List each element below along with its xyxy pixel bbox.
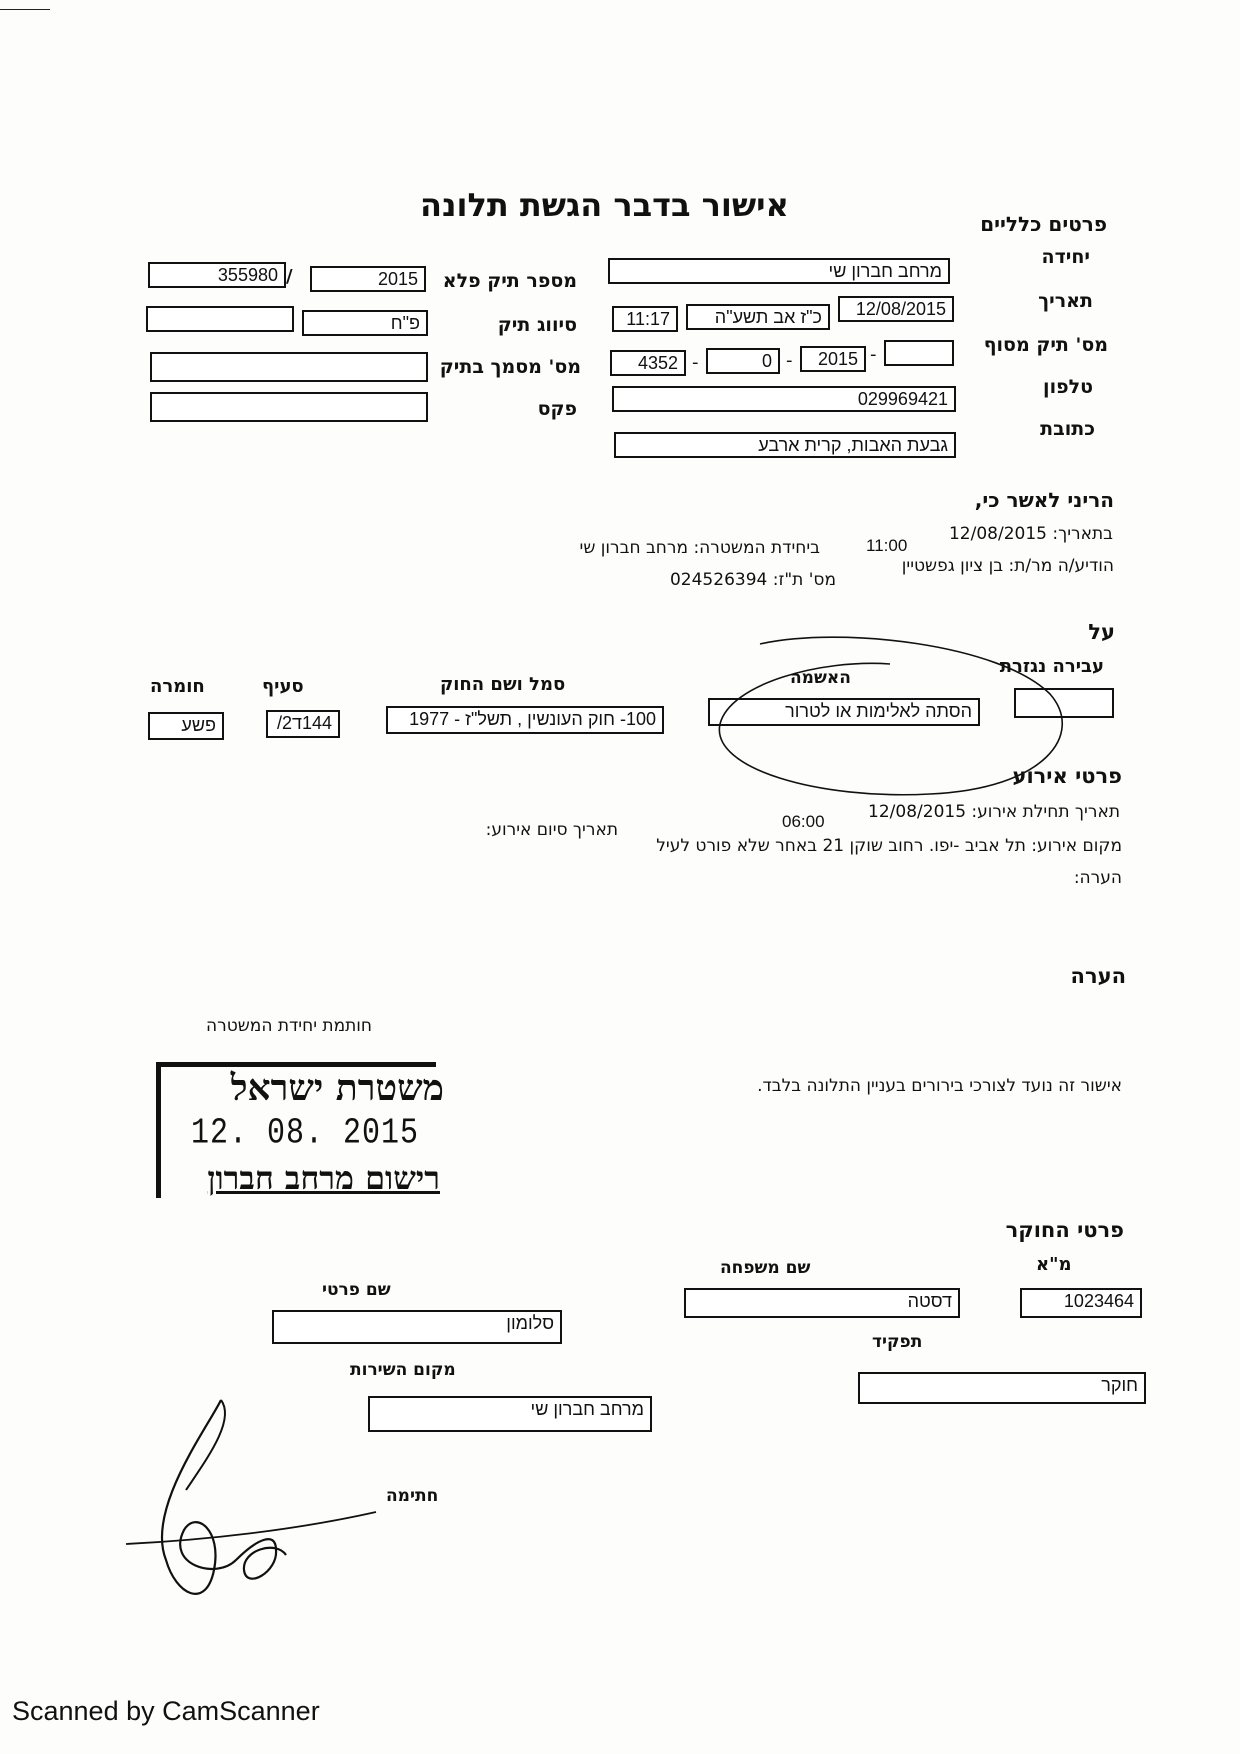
extra-file-year-field[interactable]: 2015 bbox=[800, 346, 866, 372]
unit-label: יחידה bbox=[1041, 246, 1090, 268]
station-field[interactable]: מרחב חברון שי bbox=[368, 1396, 652, 1432]
date-greg-field[interactable]: 12/08/2015 bbox=[838, 296, 954, 322]
doc-label: מס' מסמך בתיק bbox=[439, 356, 581, 378]
confirm-id: מס' ת"ז: 024526394 bbox=[669, 570, 836, 590]
first-name-field[interactable]: סלומון bbox=[272, 1310, 562, 1344]
date-label: תאריך bbox=[1038, 290, 1093, 312]
event-place: מקום אירוע: תל אביב -יפו. רחוב שוקן 21 באחר שלא פורט לעיל bbox=[656, 836, 1122, 856]
handwritten-signature bbox=[126, 1390, 426, 1620]
phone-field[interactable]: 029969421 bbox=[612, 386, 956, 412]
dash-sep: - bbox=[692, 352, 699, 373]
address-label: כתובת bbox=[1040, 418, 1095, 440]
investigator-id-label: מ"א bbox=[1036, 1254, 1072, 1275]
law-field[interactable]: 100- חוק העונשין , תשל"ז - 1977 bbox=[386, 706, 664, 734]
document-title: אישור בדבר הגשת תלונה bbox=[420, 186, 789, 224]
pala-label: מספר תיק פלא bbox=[442, 270, 577, 292]
address-field[interactable]: גבעת האבות, קרית ארבע bbox=[614, 432, 956, 458]
disclaimer-text: אישור זה נועד לצורכי בירורים בעניין התלונה בלבד. bbox=[757, 1076, 1122, 1096]
general-heading: פרטים כלליים bbox=[980, 212, 1107, 236]
offense-heading: על bbox=[1088, 620, 1115, 644]
doc-field[interactable] bbox=[150, 352, 428, 382]
dash-sep: - bbox=[870, 344, 877, 365]
stamp-line3: רישום מרחב חברון bbox=[207, 1159, 440, 1197]
section-field[interactable]: 144ד2/ bbox=[266, 710, 340, 738]
extra-file-label: מס' תיק מסוף bbox=[983, 334, 1108, 356]
investigator-id-field[interactable]: 1023464 bbox=[1020, 1288, 1142, 1318]
charge-field[interactable]: הסתה לאלימות או לטרור bbox=[708, 698, 980, 726]
date-heb-field[interactable]: כ"ז אב תשע"ה bbox=[686, 304, 830, 330]
event-heading: פרטי אירוע bbox=[1012, 764, 1122, 788]
last-name-label: שם משפחה bbox=[720, 1258, 811, 1278]
signature-label: חתימה bbox=[386, 1486, 439, 1506]
extra-file-part1-field[interactable] bbox=[884, 340, 954, 366]
role-label: תפקיד bbox=[872, 1332, 923, 1352]
law-label: סמל ושם החוק bbox=[440, 674, 566, 695]
investigator-heading: פרטי החוקר bbox=[1005, 1218, 1124, 1242]
event-start: תאריך תחילת אירוע: 12/08/2015 bbox=[868, 802, 1120, 822]
pala-sep: / bbox=[286, 266, 293, 287]
extra-file-mid-field[interactable]: 0 bbox=[706, 348, 780, 374]
confirm-heading: הריני לאשר כי, bbox=[974, 488, 1114, 512]
charge-label: האשמה bbox=[790, 668, 851, 688]
stamp-date: 12. 08. 2015 bbox=[191, 1113, 420, 1155]
fax-label: פקס bbox=[537, 398, 577, 420]
class-label: סיווג תיק bbox=[497, 314, 577, 336]
phone-label: טלפון bbox=[1043, 376, 1093, 398]
last-name-field[interactable]: דסטה bbox=[684, 1288, 960, 1318]
event-end: תאריך סיום אירוע: bbox=[485, 820, 618, 840]
first-name-label: שם פרטי bbox=[322, 1280, 391, 1300]
fax-field[interactable] bbox=[150, 392, 428, 422]
event-start-time: 06:00 bbox=[782, 812, 825, 831]
severity-field[interactable]: פשע bbox=[148, 712, 224, 740]
section-label: סעיף bbox=[262, 676, 304, 697]
stamp-caption: חותמת יחידת המשטרה bbox=[206, 1016, 373, 1036]
confirm-time: 11:00 bbox=[866, 536, 908, 555]
remark-heading: הערה bbox=[1070, 964, 1126, 988]
class-field[interactable]: פ"ח bbox=[302, 310, 428, 336]
stamp-line1: משטרת ישראל bbox=[230, 1067, 444, 1109]
time-field[interactable]: 11:17 bbox=[612, 306, 678, 332]
pala-num-field[interactable]: 355980 bbox=[148, 262, 286, 288]
event-note: הערה: bbox=[1073, 868, 1122, 888]
scan-edge-line bbox=[0, 9, 50, 10]
violated-label: עבירה נגזרת bbox=[999, 656, 1104, 677]
confirm-informer: הודיע/ה מר/ת: בן ציון גפשטיין bbox=[901, 556, 1114, 576]
dash-sep: - bbox=[786, 350, 793, 371]
unit-field[interactable]: מרחב חברון שי bbox=[608, 258, 950, 284]
role-field[interactable]: חוקר bbox=[858, 1372, 1146, 1404]
police-stamp bbox=[156, 1062, 444, 1198]
severity-label: חומרה bbox=[150, 676, 205, 697]
scanner-footer: Scanned by CamScanner bbox=[12, 1696, 320, 1726]
class-extra-field[interactable] bbox=[146, 306, 294, 332]
pala-year-field[interactable]: 2015 bbox=[310, 266, 426, 292]
confirm-date: בתאריך: 12/08/2015 bbox=[948, 524, 1113, 544]
confirm-unit: ביחידת המשטרה: מרחב חברון שי bbox=[579, 538, 820, 558]
station-label: מקום השירות bbox=[350, 1360, 456, 1380]
extra-file-num-field[interactable]: 4352 bbox=[610, 350, 686, 376]
